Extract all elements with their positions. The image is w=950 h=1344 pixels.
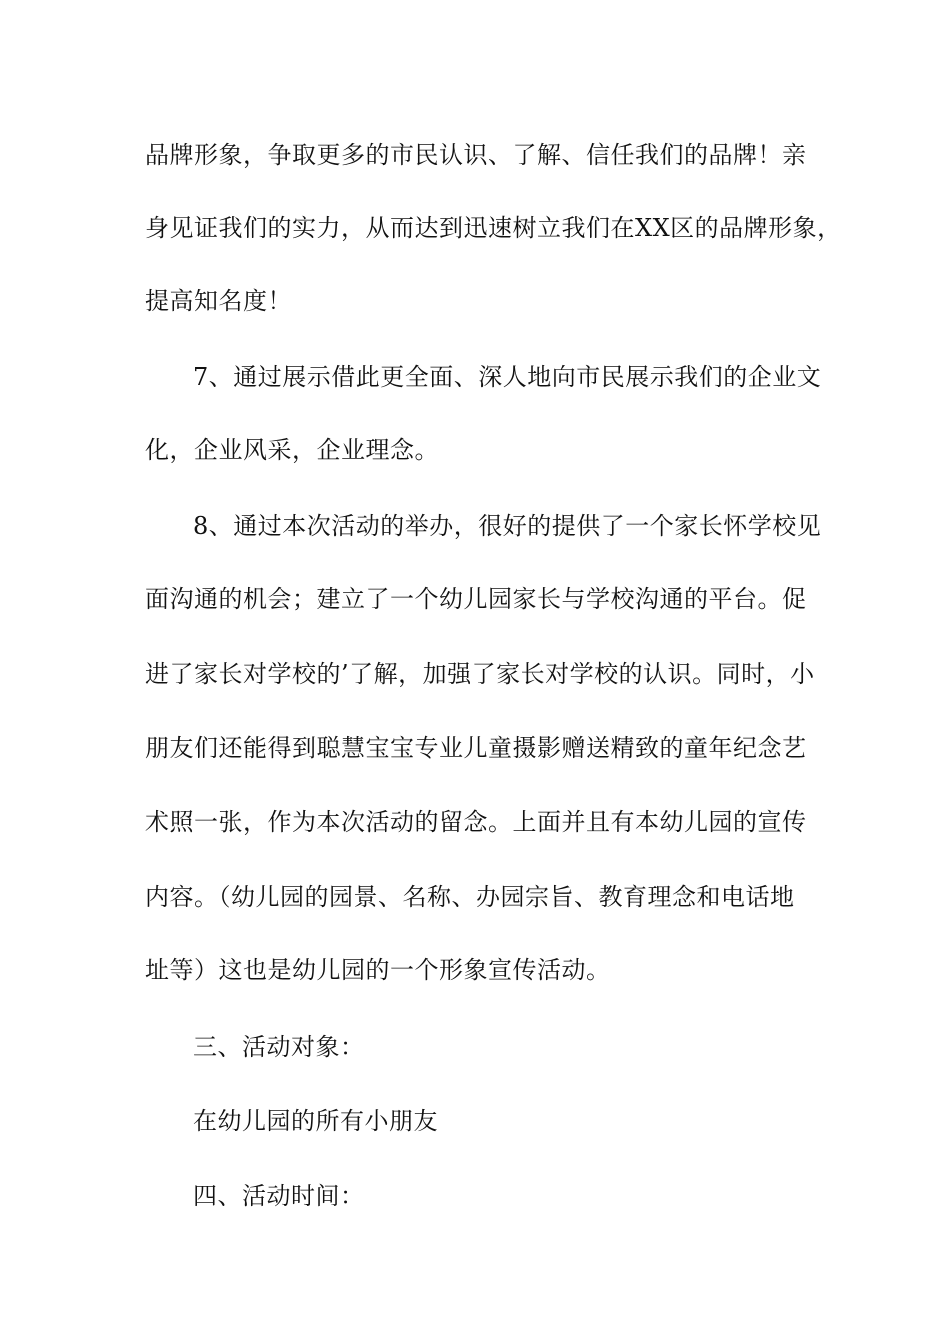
section-heading: 四、活动时间： <box>193 1182 365 1210</box>
paragraph-line: 术照一张，作为本次活动的留念。上面并且有本幼儿园的宣传 <box>145 808 807 836</box>
paragraph-line: 址等）这也是幼儿园的一个形象宣传活动。 <box>145 956 611 984</box>
paragraph-line: 品牌形象，争取更多的市民认识、了解、信任我们的品牌！亲 <box>145 141 807 169</box>
paragraph-line: 面沟通的机会；建立了一个幼儿园家长与学校沟通的平台。促 <box>145 585 807 613</box>
paragraph-line: 朋友们还能得到聪慧宝宝专业儿童摄影赠送精致的童年纪念艺 <box>145 734 807 762</box>
paragraph-line: 化，企业风采，企业理念。 <box>145 436 439 464</box>
paragraph-line: 提高知名度！ <box>145 287 292 315</box>
paragraph-line: 内容。（幼儿园的园景、名称、办园宗旨、教育理念和电话地 <box>145 883 795 911</box>
paragraph-line: 进了家长对学校的’了解，加强了家长对学校的认识。同时，小 <box>145 660 815 688</box>
paragraph-line: 身见证我们的实力，从而达到迅速树立我们在XX区的品牌形象， <box>145 214 842 242</box>
paragraph-line: 8、通过本次活动的举办，很好的提供了一个家长怀学校见 <box>193 512 822 540</box>
paragraph-line: 在幼儿园的所有小朋友 <box>193 1107 438 1135</box>
paragraph-line: 7、通过展示借此更全面、深人地向市民展示我们的企业文 <box>193 363 822 391</box>
section-heading: 三、活动对象： <box>193 1033 365 1061</box>
